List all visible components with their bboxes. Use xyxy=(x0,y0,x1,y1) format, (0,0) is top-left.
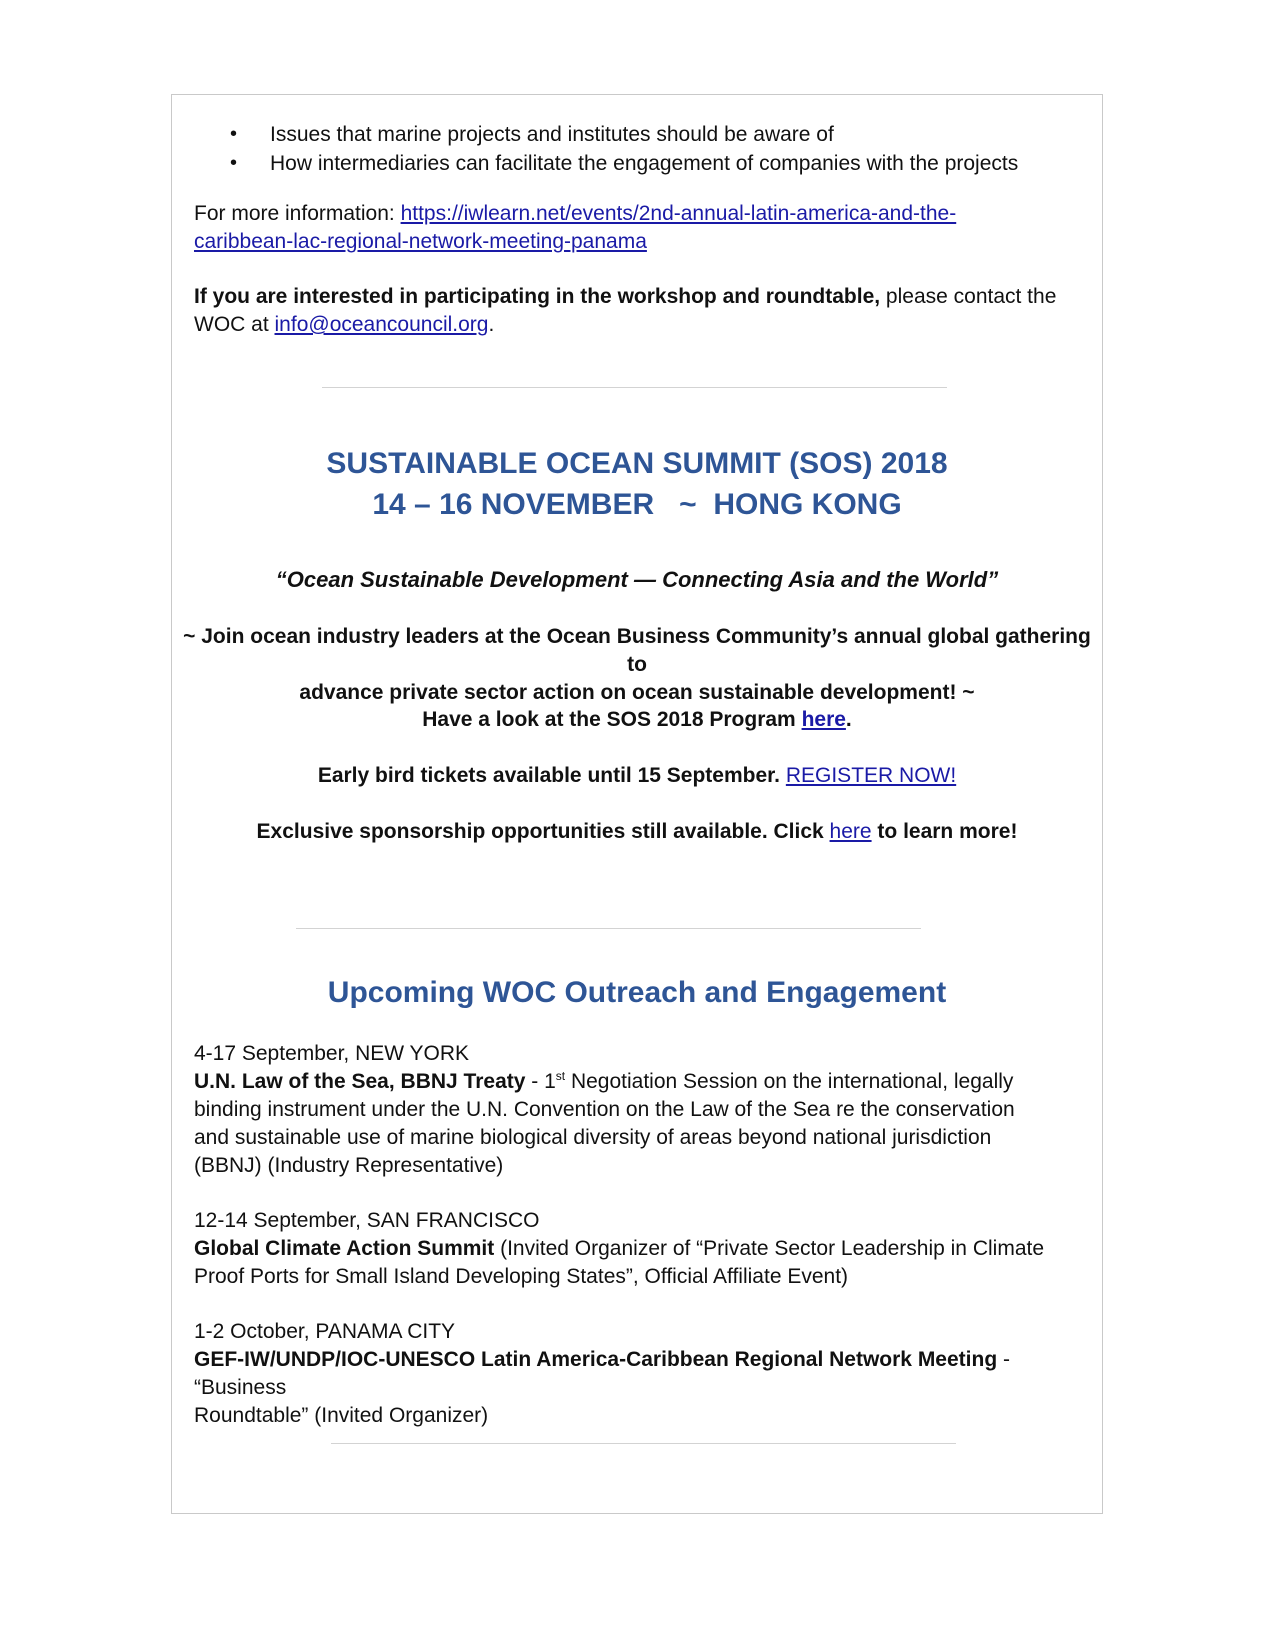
early-bird-text: Early bird tickets available until 15 September. xyxy=(317,764,786,787)
period: . xyxy=(488,313,495,336)
more-info-label: For more information: xyxy=(194,202,401,225)
sponsorship-text: Exclusive sponsorship opportunities still available. Click xyxy=(256,820,830,843)
section-divider xyxy=(322,387,947,388)
event-name: U.N. Law of the Sea, BBNJ Treaty xyxy=(194,1070,526,1093)
event-description xyxy=(194,1346,1074,1402)
program-text: Have a look at the SOS 2018 Program xyxy=(422,708,802,731)
event-text: (Invited Organizer of “Private Sector Leadership in Climate xyxy=(494,1237,1045,1260)
event-text: Negotiation Session on the international, legally xyxy=(565,1070,1014,1093)
sos-tagline: “Ocean Sustainable Development — Connecting Asia and the World” xyxy=(275,567,999,592)
event-url-link-cont[interactable]: caribbean-lac-regional-network-meeting-panama xyxy=(194,230,647,253)
event-text-line: binding instrument under the U.N. Convention on the Law of the Sea re the conservation xyxy=(194,1098,1015,1121)
event-text: - 1 xyxy=(525,1070,556,1093)
period: . xyxy=(845,708,852,731)
bullet-item: • Issues that marine projects and institutes should be aware of xyxy=(230,120,1018,149)
event-name: Global Climate Action Summit xyxy=(194,1237,495,1260)
bullet-list xyxy=(230,120,1018,178)
sponsorship-suffix: to learn more! xyxy=(871,820,1018,843)
superscript: st xyxy=(555,1069,566,1083)
bullet-item: • How intermediaries can facilitate the engagement of companies with the projects xyxy=(230,149,1018,178)
program-here-link[interactable]: here xyxy=(801,708,846,731)
event-text-line: (BBNJ) (Industry Representative) xyxy=(194,1154,504,1177)
event-description xyxy=(194,1235,1074,1263)
sponsorship-line xyxy=(171,818,1103,846)
event-url-link[interactable]: https://iwlearn.net/events/2nd-annual-latin-america-and-the- xyxy=(400,202,957,225)
more-info-paragraph xyxy=(194,200,1074,256)
event-name: GEF-IW/UNDP/IOC-UNESCO Latin America-Caribbean Regional Network Meeting xyxy=(194,1348,998,1371)
event-text-line: Roundtable” (Invited Organizer) xyxy=(194,1404,489,1427)
join-line1: ~ Join ocean industry leaders at the Ocean Business Community’s annual global gathering to xyxy=(183,625,1091,676)
register-now-link[interactable]: REGISTER NOW! xyxy=(785,764,957,787)
event-description xyxy=(194,1068,1074,1096)
sos-title-line2: 14 – 16 NOVEMBER ~ HONG KONG xyxy=(372,488,902,521)
program-line xyxy=(171,706,1103,734)
sos-join-text xyxy=(171,623,1103,707)
event-date: 12-14 September, SAN FRANCISCO xyxy=(194,1209,540,1232)
event-date: 4-17 September, NEW YORK xyxy=(194,1042,470,1065)
event-text: - “Business xyxy=(194,1348,1010,1399)
email-link[interactable]: info@oceancouncil.org xyxy=(274,313,489,336)
section-divider xyxy=(296,928,921,929)
event-date: 1-2 October, PANAMA CITY xyxy=(194,1320,456,1343)
event-text-line: Proof Ports for Small Island Developing States”, Official Affiliate Event) xyxy=(194,1265,849,1288)
interest-text: please contact the xyxy=(880,285,1057,308)
outreach-title: Upcoming WOC Outreach and Engagement xyxy=(327,976,947,1009)
sponsorship-here-link[interactable]: here xyxy=(829,820,872,843)
event-item xyxy=(194,1318,1074,1430)
event-item xyxy=(194,1207,1074,1291)
section-divider xyxy=(331,1443,956,1444)
sos-title xyxy=(171,443,1103,525)
event-item xyxy=(194,1040,1074,1180)
interest-bold-text: If you are interested in participating in the workshop and roundtable, xyxy=(194,285,881,308)
sos-title-line1: SUSTAINABLE OCEAN SUMMIT (SOS) 2018 xyxy=(326,447,948,480)
early-bird-line xyxy=(171,762,1103,790)
event-text-line: and sustainable use of marine biological diversity of areas beyond national jurisdiction xyxy=(194,1126,992,1149)
interest-paragraph xyxy=(194,283,1074,339)
interest-text-line2: WOC at xyxy=(194,313,275,336)
join-line2: advance private sector action on ocean sustainable development! ~ xyxy=(299,681,975,704)
